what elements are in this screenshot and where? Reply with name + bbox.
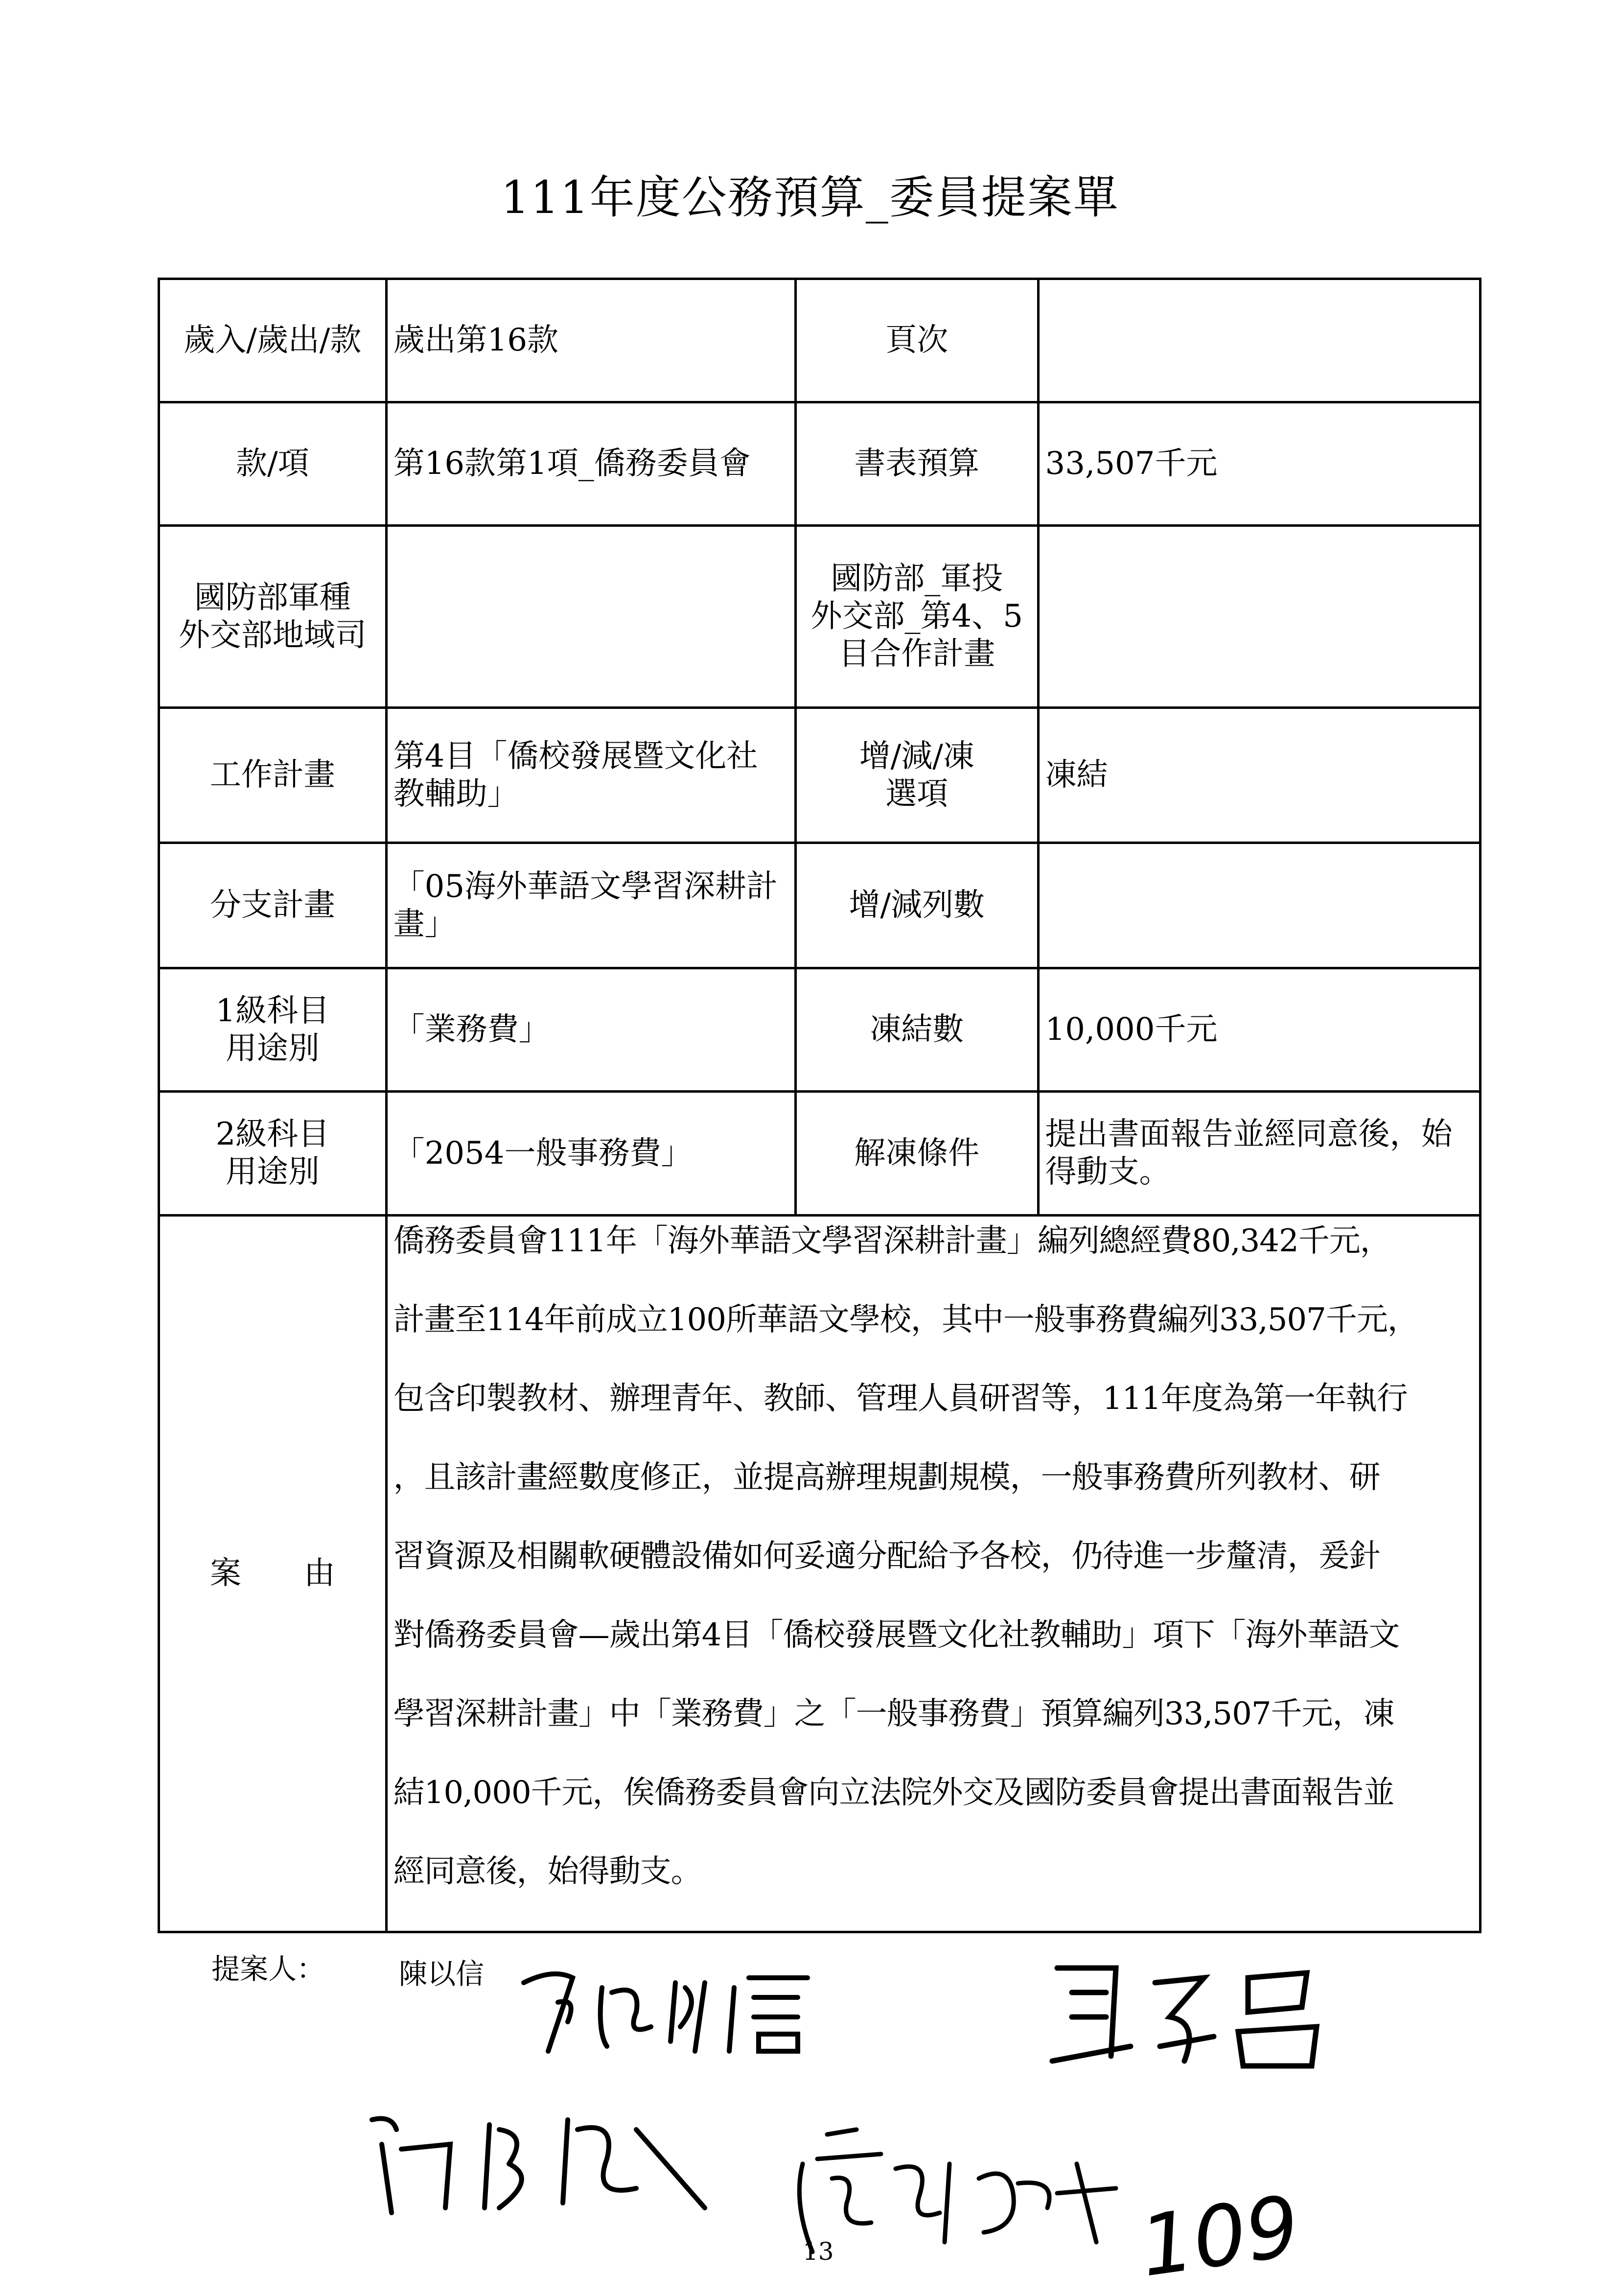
- field-label: 歲入/歲出/款: [159, 279, 387, 402]
- field-value: [386, 526, 795, 708]
- label-line: 用途別: [225, 1030, 320, 1067]
- signature-2: [1042, 1948, 1336, 2076]
- table-row: [159, 526, 1481, 708]
- field-label: [159, 1092, 387, 1216]
- field-label: 款/項: [159, 402, 387, 526]
- field-value: 「業務費」: [386, 968, 795, 1092]
- field-value: 「05海外華語文學習深耕計畫」: [386, 843, 795, 968]
- field-label: 凍結數: [795, 968, 1038, 1092]
- case-line: 計畫至114年前成立100所華語文學校，其中一般事務費編列33,507千元，: [393, 1302, 1418, 1338]
- field-value: [1038, 279, 1480, 402]
- field-value: [1038, 526, 1480, 708]
- case-line: 習資源及相關軟硬體設備如何妥適分配給予各校，仍待進一步釐清，爰針: [393, 1538, 1380, 1574]
- field-value: 第16款第1項_僑務委員會: [386, 402, 795, 526]
- field-label: 頁次: [795, 279, 1038, 402]
- label-line: 外交部_第4、5: [810, 598, 1023, 635]
- field-label: 書表預算: [795, 402, 1038, 526]
- label-line: 目合作計畫: [838, 635, 995, 672]
- field-label: [795, 708, 1038, 843]
- proposer-label: 提案人：: [211, 1952, 325, 1986]
- field-label: 解凍條件: [795, 1092, 1038, 1216]
- form-title: 111年度公務預算_委員提案單: [501, 171, 1119, 224]
- case-line: ，且該計畫經數度修正，並提高辦理規劃規模，一般事務費所列教材、研: [393, 1459, 1380, 1496]
- field-label: 增/減列數: [795, 843, 1038, 968]
- signature-1: [514, 1953, 832, 2061]
- field-value: 提出書面報告並經同意後，始得動支。: [1038, 1092, 1480, 1216]
- label-line: 國防部_軍投: [831, 561, 1003, 597]
- case-line: 僑務委員會111年「海外華語文學習深耕計畫」編列總經費80,342千元，: [393, 1223, 1391, 1259]
- case-text: [386, 1216, 1480, 1932]
- label-line: 選項: [885, 775, 949, 812]
- label-line: 用途別: [225, 1154, 320, 1190]
- table-row: [159, 402, 1481, 526]
- field-value: 33,507千元: [1038, 402, 1480, 526]
- field-label: [795, 526, 1038, 708]
- signature-4: [783, 2105, 1135, 2262]
- field-value: [1038, 843, 1480, 968]
- page-number: 13: [803, 2237, 834, 2266]
- label-line: 1級科目: [215, 992, 330, 1029]
- table-row: [159, 279, 1481, 402]
- table-row: [159, 708, 1481, 843]
- field-value: 第4目「僑校發展暨文化社教輔助」: [386, 708, 795, 843]
- field-label: [159, 526, 387, 708]
- proposal-form-table: [158, 278, 1481, 1933]
- field-value: 歲出第16款: [386, 279, 795, 402]
- table-row: [159, 1092, 1481, 1216]
- field-label: 工作計畫: [159, 708, 387, 843]
- case-line: 結10,000千元，俟僑務委員會向立法院外交及國防委員會提出書面報告並: [393, 1775, 1394, 1811]
- table-row: [159, 843, 1481, 968]
- handwritten-number: 109: [1134, 2178, 1305, 2296]
- case-label: 案 由: [159, 1216, 387, 1932]
- label-line: 增/減/凍: [859, 738, 974, 774]
- table-row-case: [159, 1216, 1481, 1932]
- case-line: 學習深耕計畫」中「業務費」之「一般事務費」預算編列33,507千元，凍: [393, 1696, 1394, 1732]
- table-row: [159, 968, 1481, 1092]
- field-value: 凍結: [1038, 708, 1480, 843]
- field-label: 分支計畫: [159, 843, 387, 968]
- field-value: 「2054一般事務費」: [386, 1092, 795, 1216]
- proposer-name: 陳以信: [399, 1957, 485, 1991]
- field-value: 10,000千元: [1038, 968, 1480, 1092]
- label-line: 外交部地域司: [178, 617, 367, 654]
- field-label: [159, 968, 387, 1092]
- case-line: 包含印製教材、辦理青年、教師、管理人員研習等，111年度為第一年執行: [393, 1381, 1408, 1417]
- label-line: 國防部軍種: [194, 579, 351, 616]
- signature-3: [362, 2100, 744, 2227]
- case-line: 經同意後，始得動支。: [393, 1853, 702, 1890]
- case-line: 對僑務委員會—歲出第4目「僑校發展暨文化社教輔助」項下「海外華語文: [393, 1617, 1400, 1653]
- label-line: 2級科目: [215, 1116, 330, 1153]
